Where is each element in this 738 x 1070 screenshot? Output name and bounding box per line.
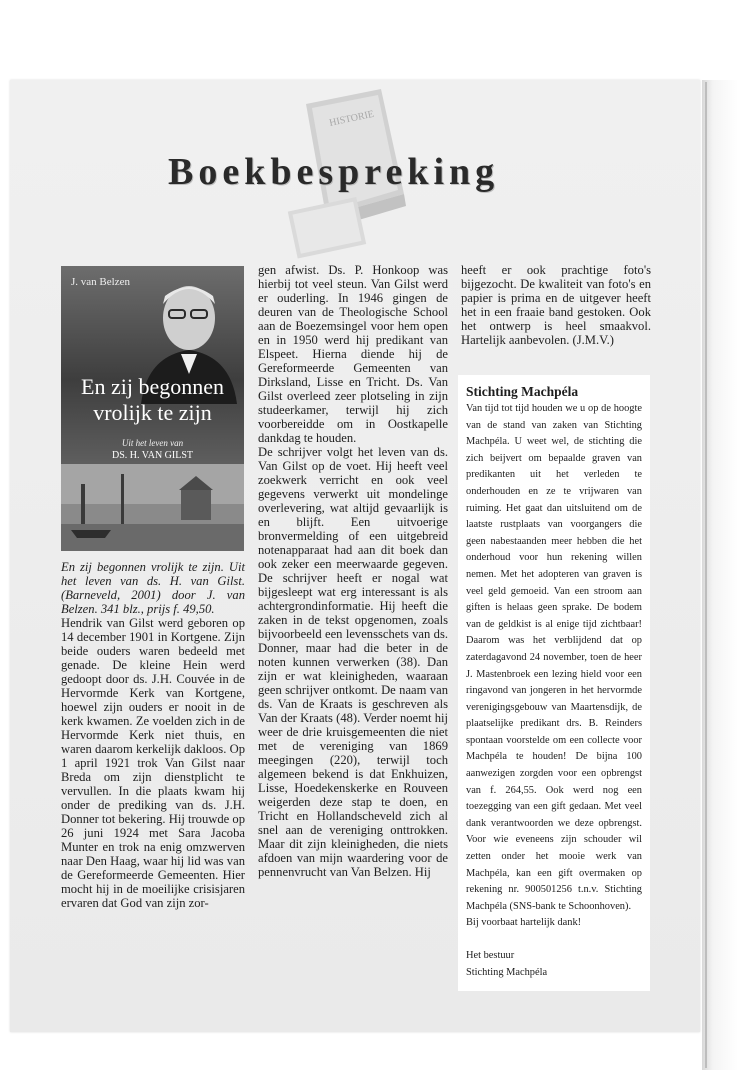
review-column-1 xyxy=(61,560,245,910)
review-paragraph: Hendrik van Gilst werd geboren op 14 december 1901 in Kortgene. Zijn beide ouders waren bedeeld met genade. De kleine Hein werd gedoopt door ds. J.H. Couvée in de Hervormde Kerk van Kortgene, hoewel zijn ouders er nooit in de kerk kwamen. Ze voelden zich in de Hervormde Kerk niet thuis, en waren daarom kerkelijk dakloos. Op 1 april 1921 trok Van Gilst naar Breda om zijn dienstplicht te vervullen. In die plaats kwam hij onder de prediking van ds. J.H. Donner tot bekering. Hij trouwde op 26 juni 1924 met Sara Jacoba Munter en trok na enig omzwerven naar Den Haag, waar hij lid was van de Gereformeerde Gemeenten. Hier mocht hij in de moeilijke crisisjaren ervaren dat God van zijn zor- xyxy=(61,616,245,910)
book-illustration-text: HISTORIE xyxy=(328,108,376,129)
box-heading: Stichting Machpéla xyxy=(466,384,579,399)
review-column-2 xyxy=(258,263,448,879)
page-spine xyxy=(702,80,738,1070)
review-paragraph: gen afwist. Ds. P. Honkoop was hierbij tot veel steun. Van Gilst werd er ouderling. In 1946 gingen de deuren van de Theologische School aan de Boezemsingel voor hem open en in 1950 werd hij predikant van Elspeet. Hierna diende hij de Gereformeerde Gemeenten van Dirksland, Lisse en Tricht. Ds. Van Gilst overleed zeer plotseling in zijn studeerkamer, terwijl hij zich voorbereidde om in Oostkapelle dankdag te houden. xyxy=(258,263,448,445)
cover-subtitle: Uit het leven van xyxy=(121,438,184,448)
cover-title-line1: En zij begonnen xyxy=(81,374,224,399)
box-thanks: Bij voorbaat hartelijk dank! xyxy=(466,917,582,929)
box-signature-2: Stichting Machpéla xyxy=(466,966,548,978)
review-paragraph: De schrijver volgt het leven van ds. Van Gilst op de voet. Hij heeft veel zoekwerk verricht en ook veel gegevens verwerkt uit mondelinge overlevering, wat altijd gevaarlijk is en blijft. Een uitvoerige bronvermelding of een uitgebreid notenapparaat had aan dit boek dan ook zeker een meerwaarde gegeven. De schrijver heeft er nogal wat bijgesleept wat erg interessant is als achtergrondinformatie. Hij heeft die zaken in de tekst opgenomen, zoals bijvoorbeeld een levensschets van ds. Donner, maar had die beter in de noten kunnen verwerken (38). Dan zijn er wat kleinigheden, waaraan geen schrijver ontkomt. De naam van ds. Van de Kraats is geschreven als Van der Kraats (48). Verder noemt hij weer de drie kruisgemeenten die niet met de vereniging van 1869 meegingen (220), terwijl toch algemeen bekend is dat Enkhuizen, Lisse, Hoedekenskerke en Rouveen weigerden deze stap te doen, en Tricht en Hollandscheveld zich al snel aan de vereniging onttrokken. Maar dit zijn kleinigheden, die niets afdoen van mijn waardering voor de pennenvrucht van Van Belzen. Hij xyxy=(258,445,448,879)
page-title: Boekbespreking xyxy=(168,151,500,193)
cover-title xyxy=(61,374,244,426)
review-paragraph: heeft er ook prachtige foto's bijgezocht. De kwaliteit van foto's en papier is prima en de uitgever heeft het in een fraaie band gestoken. Ook het ontwerp is heel smaakvol. Hartelijk aanbevolen. (J.M.V.) xyxy=(461,263,651,347)
spine-edge xyxy=(705,82,707,1068)
box-text: Van tijd tot tijd houden we u op de hoogte van de stand van zaken van Stichting Machpéla. U weet wel, de stichting die zich beijvert om bepaalde graven van predikanten uit het verleden te onderhouden en ze te vrijwaren van ruiming. Het gaat dan uitsluitend om de laatste rustplaats van voorgangers die geen nabestaanden meer hebben die het onderhoud voor hun rekening willen nemen. Met het adopteren van graven is veel geld gemoeid. Van een stroom aan giften is helaas geen sprake. De bodem van de geldkist is al enige tijd zichtbaar! Daarom was het verblijdend dat op zaterdagavond 24 november, toen de heer J. Mastenbroek een lezing hield voor een ringavond van jongeren in het hervormde verenigingsgebouw van Maartensdijk, de plaatselijke predikant drs. B. Reinders spontaan voorstelde om een collecte voor Machpéla te houden! De bijna 100 aanwezigen zorgden voor een opbrengst van f. 264,55. Ook werd nog een toezegging van een gift gedaan. Met veel dank verantwoorden we deze opbrengst. Voor wie eveneens zijn schouder wil zetten onder het mooie werk van Machpéla, kan een gift overmaken op rekening nr. 900501256 t.n.v. Stichting Machpéla (SNS-bank te Schoonhoven). xyxy=(466,403,642,912)
review-column-3 xyxy=(461,263,651,347)
cover-name: DS. H. VAN GILST xyxy=(111,450,194,461)
cover-author: J. van Belzen xyxy=(71,276,130,288)
book-cover xyxy=(61,266,244,551)
harbour-scene xyxy=(61,464,244,551)
box-signature-1: Het bestuur xyxy=(466,950,515,961)
book-caption: En zij begonnen vrolijk te zijn. Uit het leven van ds. H. van Gilst. (Barneveld, 2001) door J. van Belzen. 341 blz., prijs f. 49,50. xyxy=(61,560,245,616)
machpela-box xyxy=(458,375,650,991)
cover-title-line2: vrolijk te zijn xyxy=(93,400,212,425)
